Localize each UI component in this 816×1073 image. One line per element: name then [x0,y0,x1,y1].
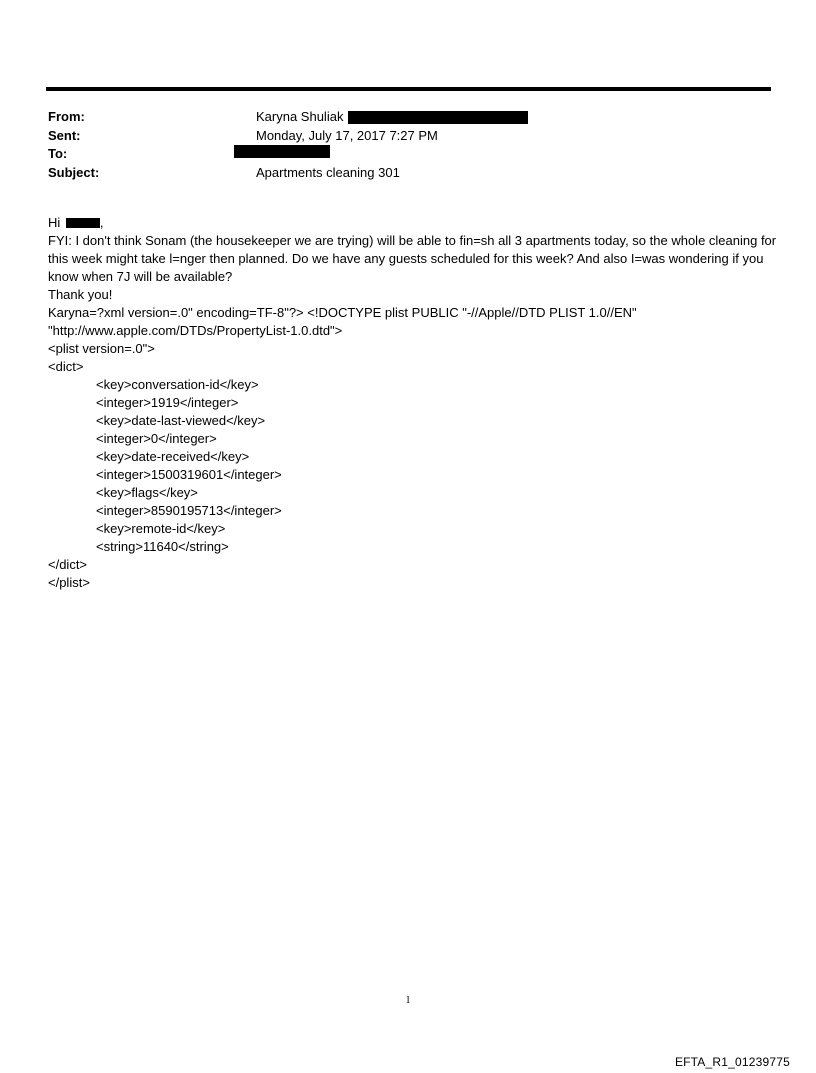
dtd-url-line: "http://www.apple.com/DTDs/PropertyList-1.0.dtd"> [48,323,343,338]
subject-value: Apartments cleaning 301 [256,164,400,180]
xml-declaration-line: Karyna=?xml version=.0" encoding=TF-8"?> <!DOCTYPE plist PUBLIC "-//Apple//DTD PLIST 1.0//EN" [48,305,637,320]
redaction-bar [66,218,100,228]
plist-open-tag: <plist version=.0"> [48,341,155,356]
sent-row [48,127,768,146]
to-row [48,145,768,164]
dict-entry: <key>remote-id</key> [96,521,226,536]
from-label: From: [48,109,85,124]
dict-close-tag: </dict> [48,557,88,572]
email-body [48,214,778,592]
dict-entry: <key>date-last-viewed</key> [96,413,266,428]
page-number: 1 [405,995,411,1006]
thanks-line: Thank you! [48,287,113,302]
dict-entry: <key>flags</key> [96,485,198,500]
greeting: Hi , [48,215,104,230]
from-row [48,108,768,127]
plist-close-tag: </plist> [48,575,90,590]
dict-entry: <integer>1919</integer> [96,395,239,410]
redaction-bar [234,145,330,158]
message-paragraph: FYI: I don't think Sonam (the housekeeper we are trying) will be able to fin=sh all 3 apartments today, so the whole cleaning for this week might take l=nger then planned. Do we have any guests scheduled for this week? And also I=was wondering if you know when 7J will be available? [48,233,777,284]
to-label: To: [48,146,68,161]
dict-entry: <integer>1500319601</integer> [96,467,282,482]
header-divider [46,87,771,91]
sent-label: Sent: [48,127,81,143]
dict-entry: <string>11640</string> [96,539,229,554]
document-id: EFTA_R1_01239775 [674,1055,790,1069]
from-value: Karyna Shuliak [256,109,344,124]
dict-entry: <key>conversation-id</key> [96,377,259,392]
redaction-bar [348,111,528,124]
dict-entry: <integer>0</integer> [96,431,217,446]
dict-entry: <integer>8590195713</integer> [96,503,282,518]
subject-row [48,164,768,183]
dict-entry: <key>date-received</key> [96,449,250,464]
dict-open-tag: <dict> [48,359,84,374]
email-header [48,108,768,182]
subject-label: Subject: [48,164,100,180]
sent-value: Monday, July 17, 2017 7:27 PM [256,127,438,143]
